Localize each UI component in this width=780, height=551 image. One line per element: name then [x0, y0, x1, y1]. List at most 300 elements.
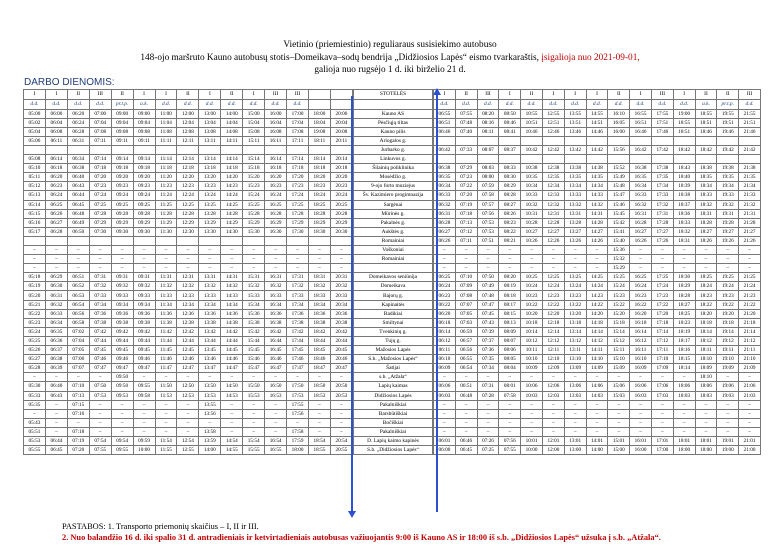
timetable-row-cell: – [651, 246, 673, 255]
timetable-row-cell: 18:29 [673, 282, 695, 291]
timetable-row [434, 246, 761, 255]
timetable-row-cell: 16:50 [265, 382, 287, 391]
timetable-row-cell: 08:15 [499, 309, 521, 318]
timetable-row-cell: – [542, 264, 564, 273]
timetable-row [24, 264, 353, 273]
timetable-row-cell [155, 145, 177, 154]
timetable-row-cell [586, 136, 608, 145]
timetable-row-cell: 13:08 [199, 127, 221, 136]
timetable-row-cell: 09:46 [133, 355, 155, 364]
timetable-row-cell: – [586, 427, 608, 436]
timetable-row-cell: 16:33 [630, 191, 652, 200]
timetable-row [434, 309, 761, 318]
timetable-row-cell: 06:08 [45, 127, 67, 136]
timetable-row-cell: 13:00 [199, 109, 221, 118]
timetable-row-cell: 09:28 [133, 209, 155, 218]
timetable-row-cell: 19:06 [717, 382, 739, 391]
timetable-row-cell: 17:55 [651, 109, 673, 118]
timetable-row-cell: 19:46 [717, 127, 739, 136]
timetable-row-cell [221, 145, 243, 154]
timetable-row-cell: 20:46 [330, 355, 352, 364]
timetable-row-cell: 09:08 [111, 127, 133, 136]
timetable-row-cell: 06:03 [434, 391, 456, 400]
timetable-row-cell [455, 155, 477, 164]
departures-table-outbound [23, 89, 353, 455]
timetable-row-cell: – [695, 409, 717, 418]
timetable-row-cell: 08:07 [499, 336, 521, 345]
stop-name [354, 346, 433, 355]
timetable-row-cell: – [499, 427, 521, 436]
timetable-row-cell: 14:20 [586, 309, 608, 318]
timetable-row-cell: – [695, 255, 717, 264]
stop-name-cell: Radikiai [354, 309, 433, 318]
timetable-row [24, 355, 353, 364]
timetable-row-cell: – [586, 409, 608, 418]
vehicle-number-row-cell: I [45, 90, 67, 100]
stop-name-cell: Lapių kaimas [354, 382, 433, 391]
vehicle-number-row-cell: II [521, 90, 543, 100]
timetable-row-cell: 07:16 [67, 409, 89, 418]
timetable-row-cell: – [477, 373, 499, 382]
timetable-row-cell: 07:05 [455, 309, 477, 318]
timetable-row-cell: 06:52 [67, 282, 89, 291]
timetable-row-cell: 08:19 [499, 282, 521, 291]
timetable-row-cell: – [177, 418, 199, 427]
stop-name-cell: Tujų g. [354, 336, 433, 345]
timetable-row [434, 327, 761, 336]
timetable-row-cell: 11:54 [155, 436, 177, 445]
timetable-row-cell: 13:23 [199, 182, 221, 191]
footnote-vehicles: PASTABOS: 1. Transporto priemonių skaičius – I, II ir III. [62, 522, 259, 531]
timetable-row-cell: 20:18 [330, 164, 352, 173]
timetable-row-cell: 09:44 [133, 336, 155, 345]
timetable-row-cell: 12:12 [542, 336, 564, 345]
timetable-row-cell: 13:27 [564, 227, 586, 236]
timetable-row-cell: 20:55 [330, 446, 352, 455]
timetable-row-cell: – [499, 255, 521, 264]
timetable-row-cell: 14:14 [586, 327, 608, 336]
timetable-row-cell: 13:46 [199, 355, 221, 364]
timetable-row-cell: – [564, 264, 586, 273]
timetable-row-cell: 09:38 [111, 318, 133, 327]
timetable-row [434, 318, 761, 327]
timetable-row-cell: – [455, 427, 477, 436]
timetable-row-cell: 16:46 [265, 355, 287, 364]
timetable-row-cell: 10:10 [521, 355, 543, 364]
timetable-row-cell: 20:00 [330, 109, 352, 118]
timetable-row-cell: 06:23 [434, 291, 456, 300]
timetable-row-cell: 12:18 [177, 164, 199, 173]
timetable-row-cell: 07:57 [477, 200, 499, 209]
timetable-row-cell: – [630, 264, 652, 273]
timetable-row-cell: 06:20 [45, 173, 67, 182]
timetable-row-cell: 07:14 [89, 155, 111, 164]
timetable-row-cell: 06:14 [45, 155, 67, 164]
timetable-row-cell: 07:04 [67, 336, 89, 345]
timetable-row-cell: 18:14 [673, 364, 695, 373]
timetable-row-cell: 19:55 [717, 109, 739, 118]
timetable-row-cell: – [455, 255, 477, 264]
timetable-row-cell: – [499, 373, 521, 382]
timetable-row-cell: 07:43 [477, 318, 499, 327]
timetable-row-cell: 06:35 [434, 173, 456, 182]
timetable-row-cell: 14:00 [586, 446, 608, 455]
timetable-row-cell: 18:01 [695, 436, 717, 445]
timetable-row-cell: 21:38 [739, 164, 761, 173]
timetable-row [434, 173, 761, 182]
timetable-row-cell: 17:25 [287, 200, 309, 209]
timetable-row-cell: 06:31 [45, 291, 67, 300]
timetable-row-cell: 07:06 [67, 355, 89, 364]
stop-name [354, 209, 433, 218]
timetable-row-cell: – [477, 427, 499, 436]
timetable-row-cell: 07:55 [89, 446, 111, 455]
timetable-row-cell: 08:18 [499, 291, 521, 300]
stop-name-cell: Jurbarko g. [354, 145, 433, 154]
timetable-row-cell: 15:12 [608, 336, 630, 345]
timetable-row-cell: – [89, 246, 111, 255]
timetable-row [24, 227, 353, 236]
day-type-row-cell: d.d. [265, 99, 287, 109]
timetable-row [24, 400, 353, 409]
timetable-row-cell: 17:22 [651, 300, 673, 309]
timetable-row-cell: 13:03 [564, 391, 586, 400]
timetable-row-cell: 19:09 [717, 364, 739, 373]
timetable-row-cell: 15:14 [243, 155, 265, 164]
timetable-row-cell: 15:36 [608, 246, 630, 255]
timetable-row-cell: 17:46 [287, 355, 309, 364]
timetable-row-cell: 09:45 [111, 346, 133, 355]
timetable-row-cell: 12:04 [177, 118, 199, 127]
stop-name [354, 427, 433, 436]
timetable-row-cell: – [199, 255, 221, 264]
timetable-row-cell: – [155, 400, 177, 409]
timetable-row-cell: 21:25 [739, 273, 761, 282]
timetable-row-cell: – [287, 418, 309, 427]
timetable-row-cell: – [564, 418, 586, 427]
timetable-row [24, 327, 353, 336]
day-type-row-cell: a.k. [133, 99, 155, 109]
timetable-row-cell: 14:30 [221, 227, 243, 236]
timetable-row-cell: 13:25 [564, 273, 586, 282]
timetable-row-cell: 16:29 [265, 218, 287, 227]
timetable-row-cell: 17:24 [287, 191, 309, 200]
timetable-row-cell: 09:25 [111, 200, 133, 209]
timetable-row-cell: 13:18 [564, 318, 586, 327]
timetable-row-cell: 13:14 [199, 155, 221, 164]
timetable-row-cell: 13:44 [199, 336, 221, 345]
timetable-row-cell: 12:25 [542, 273, 564, 282]
timetable-row-cell: – [521, 246, 543, 255]
timetable-row-cell [542, 136, 564, 145]
timetable-row [434, 209, 761, 218]
timetable-row-cell: – [521, 255, 543, 264]
timetable-row [24, 273, 353, 282]
timetable-row-cell: 05:35 [24, 400, 46, 409]
timetable-row-cell: 06:20 [434, 309, 456, 318]
timetable-row-cell: 09:00 [111, 109, 133, 118]
timetable-row-cell: – [630, 409, 652, 418]
timetable-row-cell: 12:28 [542, 218, 564, 227]
timetable-row-cell: 13:59 [199, 436, 221, 445]
timetable-row-cell: – [739, 373, 761, 382]
timetable-row-cell: 06:44 [45, 436, 67, 445]
timetable-row-cell: 18:39 [673, 182, 695, 191]
timetable-row-cell [499, 155, 521, 164]
vehicle-number-row-cell: II [177, 90, 199, 100]
timetable-row [24, 164, 353, 173]
timetable-row [24, 318, 353, 327]
timetable-row-cell: – [673, 255, 695, 264]
timetable-row-cell [221, 236, 243, 245]
timetable-row-cell: 19:03 [717, 391, 739, 400]
timetable-row-cell: – [265, 255, 287, 264]
stop-name-cell: Bajorų g. [354, 291, 433, 300]
timetable-row-cell: 16:05 [608, 118, 630, 127]
stop-name [354, 309, 433, 318]
day-type-row-cell: d.d. [221, 99, 243, 109]
timetable-row-cell: 14:04 [221, 118, 243, 127]
timetable-row-cell: 11:55 [155, 446, 177, 455]
timetable-row-cell: 09:42 [111, 327, 133, 336]
timetable-row [24, 336, 353, 345]
vehicle-number-row [434, 90, 761, 100]
timetable-row-cell: 18:22 [695, 300, 717, 309]
timetable-row-cell: – [243, 255, 265, 264]
timetable-row-cell: – [133, 418, 155, 427]
timetable-row-cell: 18:33 [308, 291, 330, 300]
stop-name [354, 282, 433, 291]
timetable-row-cell: 15:00 [243, 109, 265, 118]
timetable-row-cell: 12:27 [542, 227, 564, 236]
timetable-row-cell: 10:01 [521, 436, 543, 445]
timetable-row-cell: 16:34 [265, 300, 287, 309]
timetable-row-cell: – [133, 255, 155, 264]
timetable-row-cell: – [243, 246, 265, 255]
timetable-row-cell: 18:12 [695, 336, 717, 345]
timetable-row-cell: – [45, 264, 67, 273]
timetable-row-cell: 15:22 [608, 300, 630, 309]
timetable-row-cell: 18:42 [308, 327, 330, 336]
timetable-row-cell: 16:54 [265, 436, 287, 445]
stop-name [354, 264, 433, 273]
stop-name [354, 336, 433, 345]
timetable-row-cell: – [89, 264, 111, 273]
timetable-row-cell: 14:45 [221, 346, 243, 355]
timetable-row-cell: 17:20 [651, 309, 673, 318]
timetable-row-cell: 18:17 [673, 336, 695, 345]
timetable-row-cell: 06:59 [455, 327, 477, 336]
stop-name [354, 300, 433, 309]
timetable-row-cell: – [45, 400, 67, 409]
timetable-row-cell [608, 136, 630, 145]
timetable-row-cell: 10:25 [521, 273, 543, 282]
timetable-row-cell: 21:35 [739, 173, 761, 182]
timetable-row-cell: 07:48 [477, 291, 499, 300]
timetable-row-cell: 21:09 [739, 364, 761, 373]
timetable-row-cell: 06:01 [434, 436, 456, 445]
timetable-row-cell: 14:54 [221, 436, 243, 445]
timetable-row-cell: 10:06 [521, 382, 543, 391]
timetable-row-cell: 14:34 [221, 300, 243, 309]
timetable-row-cell: – [717, 373, 739, 382]
timetable-row-cell: 06:28 [45, 227, 67, 236]
timetable-row-cell: 12:00 [542, 446, 564, 455]
stops-header-cell: STOTELĖS [354, 90, 433, 100]
timetable-row-cell: 20:29 [330, 218, 352, 227]
timetable-row-cell: 14:23 [586, 291, 608, 300]
timetable-row-cell: 07:29 [89, 218, 111, 227]
timetable-row-cell: 14:03 [586, 391, 608, 400]
timetable-row-cell: 13:55 [564, 109, 586, 118]
stop-name [354, 373, 433, 382]
timetable-row-cell [695, 155, 717, 164]
stop-name-cell: Pakalniškiai [354, 400, 433, 409]
timetable-row-cell [499, 136, 521, 145]
timetable-row [434, 264, 761, 273]
timetable-row-cell: 07:19 [67, 436, 89, 445]
timetable-row-cell: 14:10 [586, 355, 608, 364]
timetable-row-cell: 18:30 [673, 273, 695, 282]
timetable-row-cell: 14:00 [221, 109, 243, 118]
timetable-row-cell: – [67, 418, 89, 427]
timetable-row-cell [564, 155, 586, 164]
timetable-row-cell: 06:38 [67, 164, 89, 173]
stop-name-cell: s.b. „Atžala“ [354, 373, 433, 382]
timetable-row-cell: 05:11 [24, 173, 46, 182]
timetable-row-cell: 16:27 [630, 227, 652, 236]
timetable-row-cell: 08:33 [499, 164, 521, 173]
timetable-row-cell: 13:58 [199, 427, 221, 436]
timetable-row-cell: – [330, 400, 352, 409]
timetable-row-cell: 09:33 [111, 291, 133, 300]
timetable-row-cell [521, 155, 543, 164]
timetable-row-cell: – [177, 373, 199, 382]
timetable-row-cell: 17:42 [651, 145, 673, 154]
timetable-row-cell: 16:55 [265, 446, 287, 455]
timetable-row-cell: 11:31 [155, 273, 177, 282]
stop-name [354, 155, 433, 164]
timetable-row-cell: 20:20 [330, 173, 352, 182]
timetable-row-cell: 05:22 [24, 309, 46, 318]
timetable-row-cell: – [739, 409, 761, 418]
timetable-row-cell: – [243, 373, 265, 382]
timetable-row-cell: 07:31 [89, 273, 111, 282]
stops-header-blank-cell [354, 99, 433, 109]
timetable-row-cell: 19:31 [717, 209, 739, 218]
timetable-row-cell: 17:46 [651, 127, 673, 136]
timetable-row-cell: – [330, 409, 352, 418]
timetable-row-cell: 21:55 [739, 109, 761, 118]
timetable-row-cell: 05:53 [24, 436, 46, 445]
timetable-row-cell: 18:18 [308, 164, 330, 173]
day-type-row-cell [308, 99, 330, 109]
stop-name-cell: Šilainių poliklinika [354, 164, 433, 173]
timetable-row-cell: – [133, 427, 155, 436]
timetable-row-cell: 10:31 [521, 209, 543, 218]
timetable-row-cell: 21:46 [739, 127, 761, 136]
timetable-row-cell: 17:18 [651, 318, 673, 327]
stop-name [354, 136, 433, 145]
timetable-row-cell: 11:18 [155, 164, 177, 173]
timetable-row-cell: 16:36 [265, 309, 287, 318]
timetable-row-cell: 07:48 [455, 118, 477, 127]
timetable-row-cell: 09:36 [133, 309, 155, 318]
timetable-row-cell: 21:22 [739, 300, 761, 309]
timetable-row-cell: – [586, 418, 608, 427]
timetable-row-cell: 08:30 [499, 173, 521, 182]
timetable-row-cell: 09:23 [111, 182, 133, 191]
timetable-row-cell [630, 155, 652, 164]
timetable-row-cell [673, 136, 695, 145]
timetable-row-cell [67, 145, 89, 154]
timetable-row-cell: – [308, 400, 330, 409]
direction-arrow-up-icon [436, 94, 438, 512]
timetable-row-cell: 13:26 [564, 236, 586, 245]
timetable-title-line2 [0, 53, 780, 64]
vehicle-number-row-cell: I [542, 90, 564, 100]
timetable-row-cell: 10:14 [521, 327, 543, 336]
timetable-row-cell: – [717, 264, 739, 273]
timetable-row-cell: 13:10 [564, 355, 586, 364]
timetable-row-cell: 05:21 [24, 300, 46, 309]
timetable-row-cell: 18:46 [308, 355, 330, 364]
timetable-row-cell: 09:14 [133, 155, 155, 164]
stop-name [354, 418, 433, 427]
timetable-row-cell: 16:23 [265, 182, 287, 191]
timetable-row-cell: 19:11 [717, 346, 739, 355]
timetable-row-cell: – [673, 427, 695, 436]
timetable-row-cell: 15:04 [243, 118, 265, 127]
timetable-row-cell: 06:55 [434, 109, 456, 118]
stop-name-cell: Romainiai [354, 255, 433, 264]
timetable-row-cell: 13:11 [199, 136, 221, 145]
timetable-row [24, 127, 353, 136]
timetable-row-cell: 07:54 [89, 436, 111, 445]
timetable-row-cell: 05:12 [24, 182, 46, 191]
timetable-row-cell: 17:56 [287, 409, 309, 418]
timetable-row [24, 118, 353, 127]
vehicle-number-row-cell: II [111, 90, 133, 100]
timetable-row-cell: 15:36 [243, 309, 265, 318]
stop-name-cell: Mūrinės g. [354, 209, 433, 218]
timetable-row-cell: 15:45 [243, 346, 265, 355]
timetable-row-cell: 19:08 [308, 127, 330, 136]
timetable-row-cell: 13:24 [564, 282, 586, 291]
timetable-row-cell: 06:48 [455, 391, 477, 400]
timetable-row-cell: 14:24 [586, 282, 608, 291]
timetable-row-cell: 16:25 [630, 273, 652, 282]
vehicle-number-row-cell: III [477, 90, 499, 100]
timetable-row-cell: 18:27 [695, 227, 717, 236]
timetable-row-cell: 18:00 [308, 109, 330, 118]
timetable-row-cell: 14:47 [221, 364, 243, 373]
timetable-row-cell: 06:43 [67, 182, 89, 191]
timetable-row-cell: – [477, 255, 499, 264]
timetable-row-cell: 06:22 [434, 300, 456, 309]
timetable-row-cell: – [608, 400, 630, 409]
timetable-row-cell: 05:17 [24, 227, 46, 236]
timetable-row-cell: – [89, 255, 111, 264]
timetable-row-cell: 12:10 [542, 355, 564, 364]
timetable-row-cell: 10:24 [521, 282, 543, 291]
timetable-row-cell: – [155, 409, 177, 418]
timetable-row-cell: – [434, 418, 456, 427]
timetable-row-cell [455, 136, 477, 145]
vehicle-number-row-cell: I [499, 90, 521, 100]
timetable-row-cell: 16:00 [608, 127, 630, 136]
timetable-row-cell: 18:28 [673, 291, 695, 300]
